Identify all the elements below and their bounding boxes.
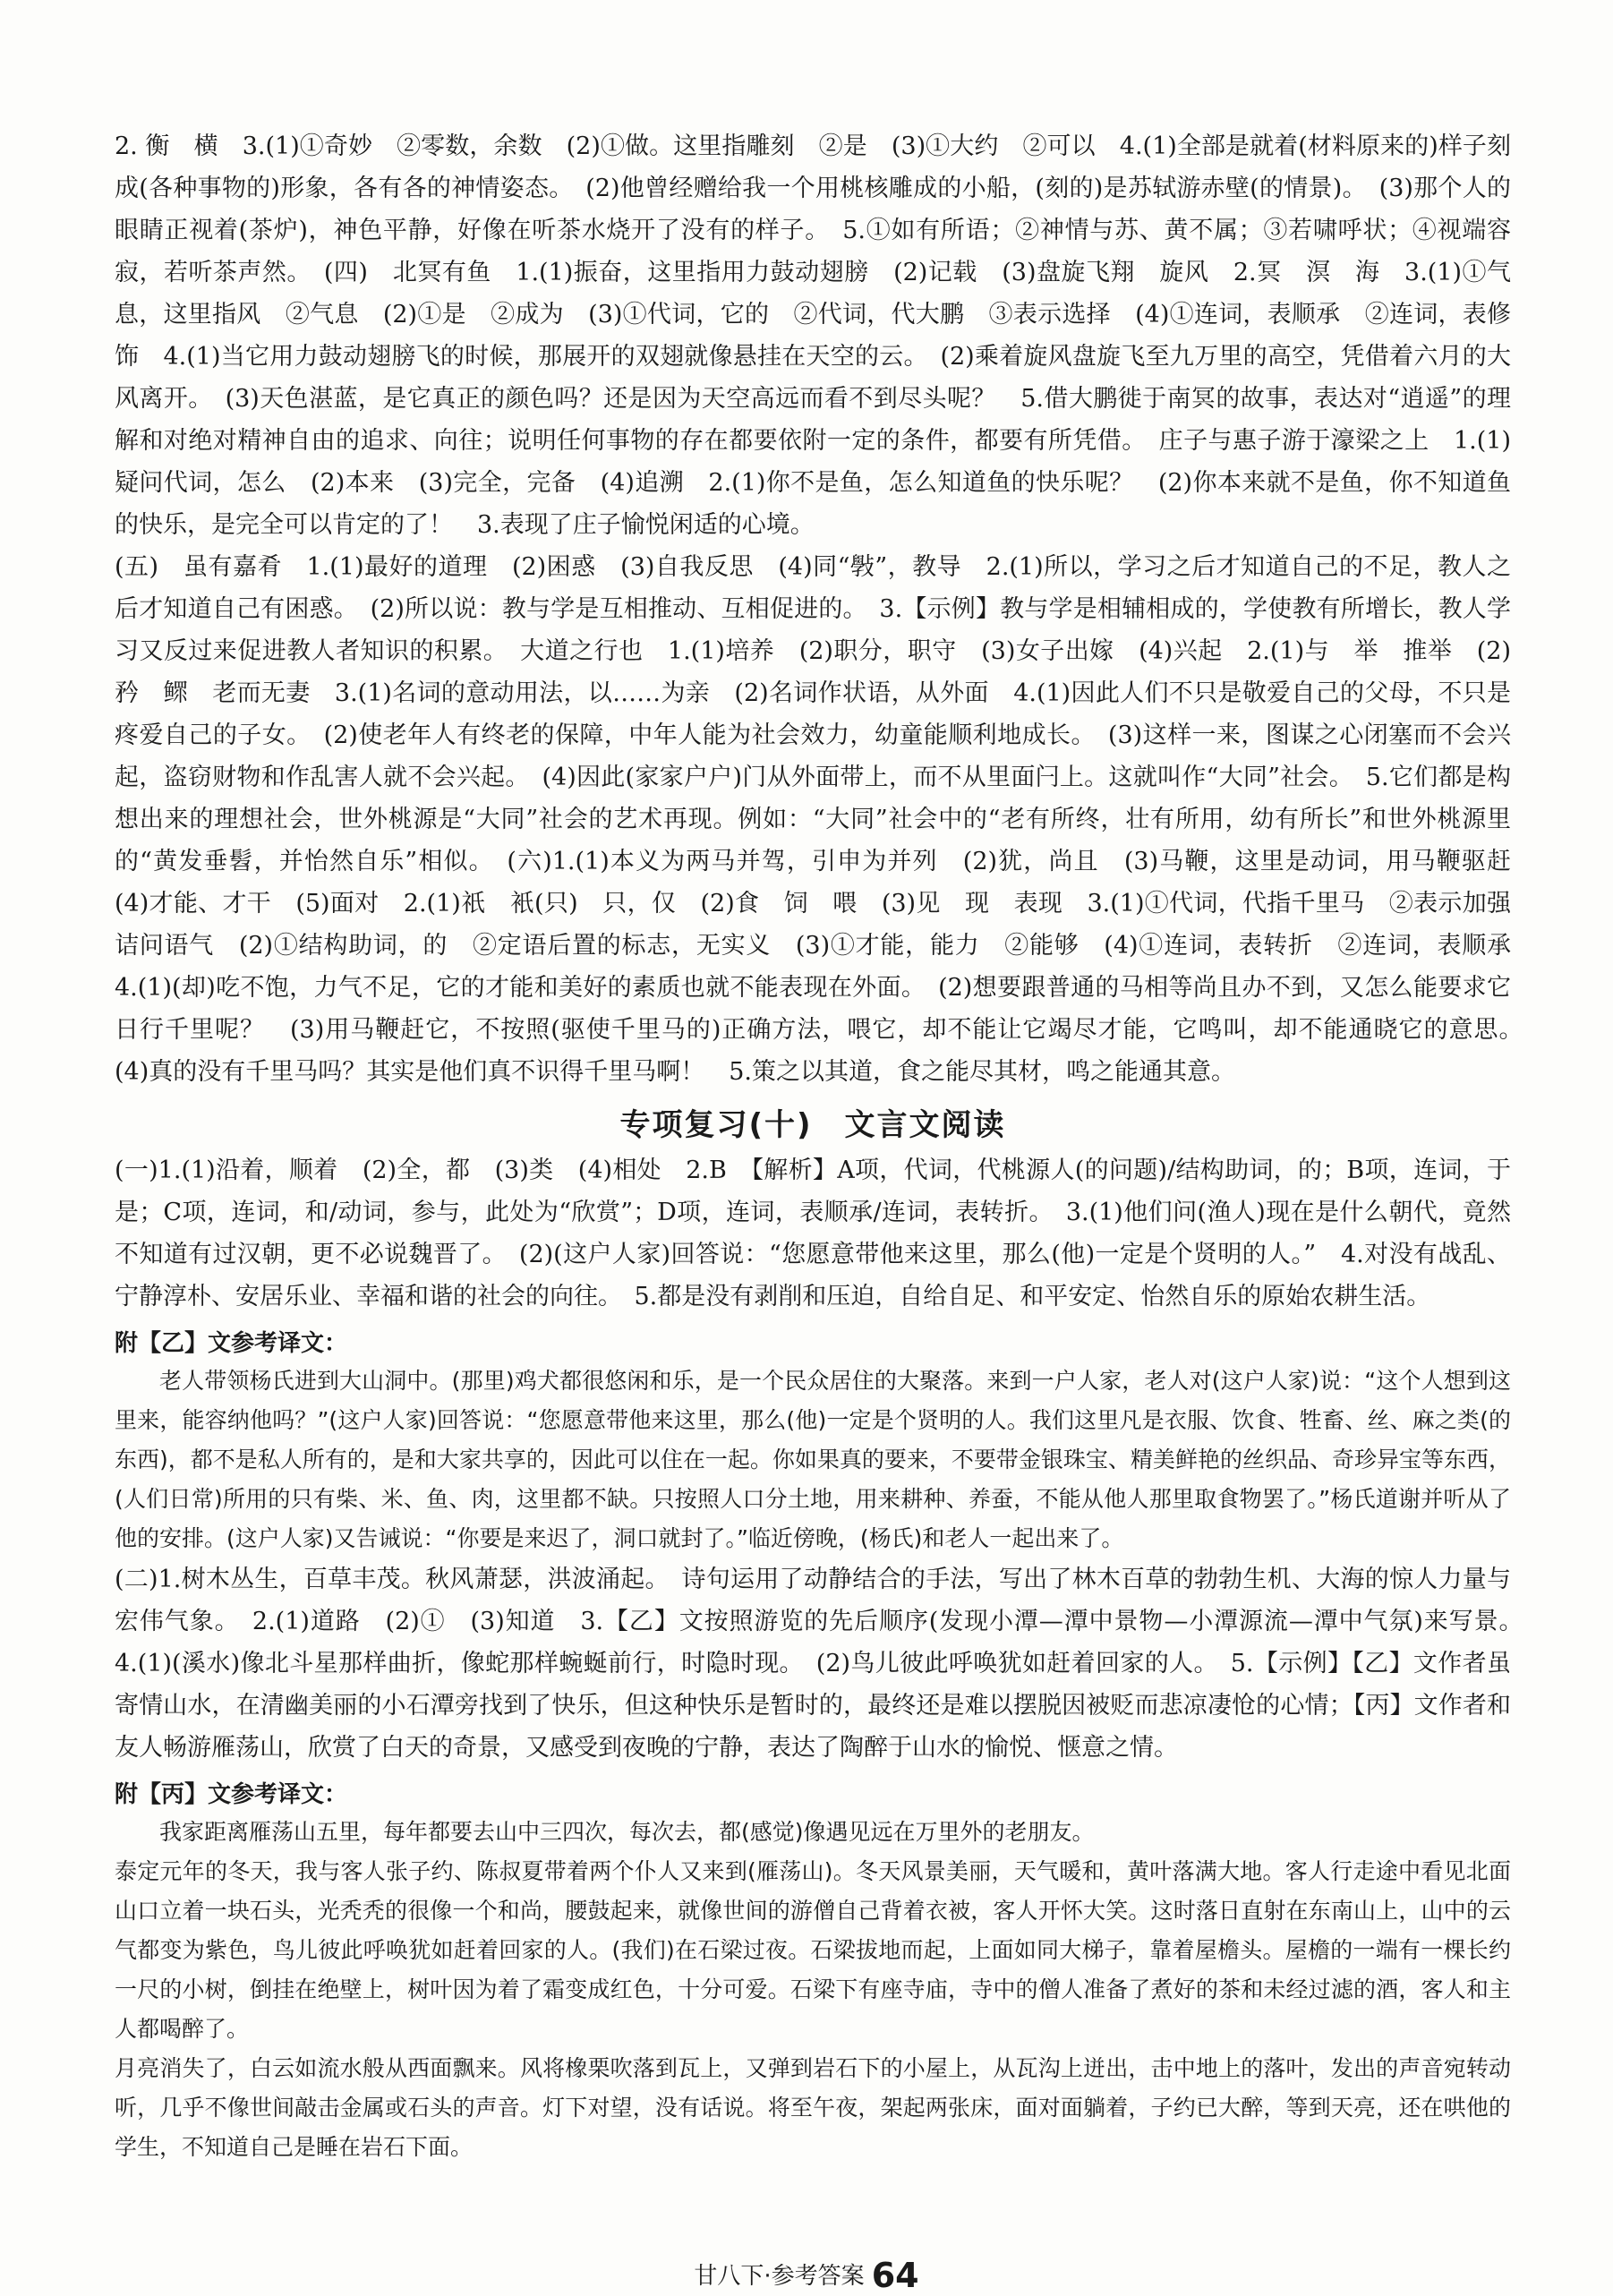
answers-part-b bbox=[115, 1149, 1511, 1318]
translation-paragraph: 泰定元年的冬天，我与客人张子约、陈叔夏带着两个仆人又来到(雁荡山)。冬天风景美丽，天气暖和，黄叶落满大地。客人行走途中看见北面山口立着一块石头，光秃秃的很像一个和尚，腰鼓起来，就像世间的游僧自己背着衣被，客人开怀大笑。这时落日直射在东南山上，山中的云气都变为紫色，鸟儿彼此呼唤犹如赶着回家的人。(我们)在石梁过夜。石梁拔地而起，上面如同大梯子，靠着屋檐头。屋檐的一端有一棵长约一尺的小树，倒挂在绝壁上，树叶因为着了霜变成红色，十分可爱。石梁下有座寺庙，寺中的僧人准备了煮好的茶和未经过滤的酒，客人和主人都喝醉了。 bbox=[115, 1858, 1511, 2042]
footer-label: 甘八下·参考答案 bbox=[694, 2263, 865, 2290]
translation-paragraph: 月亮消失了，白云如流水般从西面飘来。风将橡栗吹落到瓦上，又弹到岩石下的小屋上，从瓦沟上迸出，击中地上的落叶，发出的声音宛转动听，几乎不像世间敲击金属或石头的声音。灯下对望，没有话说。将至午夜，架起两张床，面对面躺着，子约已大醉，等到天亮，还在哄他的学生，不知道自己是睡在岩石下面。 bbox=[115, 2055, 1511, 2160]
page-footer bbox=[0, 2256, 1613, 2295]
page-number: 64 bbox=[871, 2256, 919, 2295]
section-title: 专项复习(十) 文言文阅读 bbox=[619, 1107, 1006, 1143]
answer-page bbox=[115, 125, 1536, 2167]
answer-paragraph: (一)1.(1)沿着，顺着 (2)全，都 (3)类 (4)相处 2.B 【解析】A项，代词，代桃源人(的问题)/结构助词，的；B项，连词，于是；C项，连词，和/动词，参与，此处为“欣赏”；D项，连词，表顺承/连词，表转折。 3.(1)他们问(渔人)现在是什么朝代，竟然不知道有过汉朝，更不必说魏晋了。 (2)(这户人家)回答说：“您愿意带他来这里，那么(他)一定是个贤明的人。” 4.对没有战乱、宁静淳朴、安居乐业、幸福和谐的社会的向往。 5.都是没有剥削和压迫，自给自足、和平安定、怡然自乐的原始农耕生活。 bbox=[115, 1157, 1511, 1310]
answer-paragraph: (二)1.树木丛生，百草丰茂。秋风萧瑟，洪波涌起。 诗句运用了动静结合的手法，写出了林木百草的勃勃生机、大海的惊人力量与宏伟气象。 2.(1)道路 (2)① (3)知道 3.【乙】文按照游览的先后顺序(发现小潭—潭中景物—小潭源流—潭中气氛)来写景。 4.(1)(溪水)像北斗星那样曲折，像蛇那样蜿蜒前行，时隐时现。 (2)鸟儿彼此呼唤犹如赶着回家的人。 5.【示例】【乙】文作者虽寄情山水，在清幽美丽的小石潭旁找到了快乐，但这种快乐是暂时的，最终还是难以摆脱因被贬而悲凉凄怆的心情；【丙】文作者和友人畅游雁荡山，欣赏了白天的奇景，又感受到夜晚的宁静，表达了陶醉于山水的愉悦、惬意之情。 bbox=[115, 1566, 1535, 1762]
translation-paragraph: 我家距离雁荡山五里，每年都要去山中三四次，每次去，都(感觉)像遇见远在万里外的老朋友。 bbox=[159, 1819, 1095, 1845]
appendix-yi-translation bbox=[115, 1361, 1511, 1558]
answers-part-c bbox=[115, 1558, 1535, 1769]
appendix-yi-heading: 附【乙】文参考译文： bbox=[115, 1330, 348, 1357]
appendix-bing-heading: 附【丙】文参考译文： bbox=[115, 1781, 348, 1808]
appendix-bing-translation bbox=[115, 1813, 1511, 2167]
answers-part-a bbox=[115, 125, 1536, 1093]
answer-paragraph: (五) 虽有嘉肴 1.(1)最好的道理 (2)困惑 (3)自我反思 (4)同“斅”，教导 2.(1)所以，学习之后才知道自己的不足，教人之后才知道自己有困惑。 (2)所以说：教与学是互相推动、互相促进的。 3.【示例】教与学是相辅相成的，学使教有所增长，教人学习又反过来促进教人者知识的积累。 大道之行也 1.(1)培养 (2)职分，职守 (3)女子出嫁 (4)兴起 2.(1)与 举 推举 (2)矜 鳏 老而无妻 3.(1)名词的意动用法，以……为亲 (2)名词作状语，从外面 4.(1)因此人们不只是敬爱自己的父母，不只是疼爱自己的子女。 (2)使老年人有终老的保障，中年人能为社会效力，幼童能顺利地成长。 (3)这样一来，图谋之心闭塞而不会兴起，盗窃财物和作乱害人就不会兴起。 (4)因此(家家户户)门从外面带上，而不从里面闩上。这就叫作“大同”社会。 5.它们都是构想出来的理想社会，世外桃源是“大同”社会的艺术再现。例如：“大同”社会中的“老有所终，壮有所用，幼有所长”和世外桃源里的“黄发垂髫，并怡然自乐”相似。 (六)1.(1)本义为两马并驾，引申为并列 (2)犹，尚且 (3)马鞭，这里是动词，用马鞭驱赶 (4)才能、才干 (5)面对 2.(1)祇 衹(只) 只，仅 (2)食 饲 喂 (3)见 现 表现 3.(1)①代词，代指千里马 ②表示加强诘问语气 (2)①结构助词，的 ②定语后置的标志，无实义 (3)①才能，能力 ②能够 (4)①连词，表转折 ②连词，表顺承 4.(1)(却)吃不饱，力气不足，它的才能和美好的素质也就不能表现在外面。 (2)想要跟普通的马相等尚且办不到，又怎么能要求它日行千里呢？ (3)用马鞭赶它，不按照(驱使千里马的)正确方法，喂它，却不能让它竭尽才能，它鸣叫，却不能通晓它的意思。 (4)真的没有千里马吗？其实是他们真不识得千里马啊！ 5.策之以其道，食之能尽其材，鸣之能通其意。 bbox=[115, 553, 1536, 1086]
translation-paragraph: 老人带领杨氏进到大山洞中。(那里)鸡犬都很悠闲和乐，是一个民众居住的大聚落。来到一户人家，老人对(这户人家)说：“这个人想到这里来，能容纳他吗？”(这户人家)回答说：“您愿意带他来这里，那么(他)一定是个贤明的人。我们这里凡是衣服、饮食、牲畜、丝、麻之类(的东西)，都不是私人所有的，是和大家共享的，因此可以住在一起。你如果真的要来，不要带金银珠宝、精美鲜艳的丝织品、奇珍异宝等东西，(人们日常)所用的只有柴、米、鱼、肉，这里都不缺。只按照人口分土地，用来耕种、养蚕，不能从他人那里取食物罢了。”杨氏道谢并听从了他的安排。(这户人家)又告诫说：“你要是来迟了，洞口就封了。”临近傍晚，(杨氏)和老人一起出来了。 bbox=[115, 1368, 1511, 1551]
answer-paragraph: 2. 衡 横 3.(1)①奇妙 ②零数，余数 (2)①做。这里指雕刻 ②是 (3)①大约 ②可以 4.(1)全部是就着(材料原来的)样子刻成(各种事物的)形象，各有各的神情姿态。 (2)他曾经赠给我一个用桃核雕成的小船，(刻的)是苏轼游赤壁(的情景)。 (3)那个人的眼睛正视着(茶炉)，神色平静，好像在听茶水烧开了没有的样子。 5.①如有所语；②神情与苏、黄不属；③若啸呼状；④视端容寂，若听茶声然。 (四) 北冥有鱼 1.(1)振奋，这里指用力鼓动翅膀 (2)记载 (3)盘旋飞翔 旋风 2.冥 溟 海 3.(1)①气息，这里指风 ②气息 (2)①是 ②成为 (3)①代词，它的 ②代词，代大鹏 ③表示选择 (4)①连词，表顺承 ②连词，表修饰 4.(1)当它用力鼓动翅膀飞的时候，那展开的双翅就像悬挂在天空的云。 (2)乘着旋风盘旋飞至九万里的高空，凭借着六月的大风离开。 (3)天色湛蓝，是它真正的颜色吗？还是因为天空高远而看不到尽头呢？ 5.借大鹏徙于南冥的故事，表达对“逍遥”的理解和对绝对精神自由的追求、向往；说明任何事物的存在都要依附一定的条件，都要有所凭借。 庄子与惠子游于濠梁之上 1.(1)疑问代词，怎么 (2)本来 (3)完全，完备 (4)追溯 2.(1)你不是鱼，怎么知道鱼的快乐呢？ (2)你本来就不是鱼，你不知道鱼的快乐，是完全可以肯定的了！ 3.表现了庄子愉悦闲适的心境。 bbox=[115, 132, 1511, 539]
